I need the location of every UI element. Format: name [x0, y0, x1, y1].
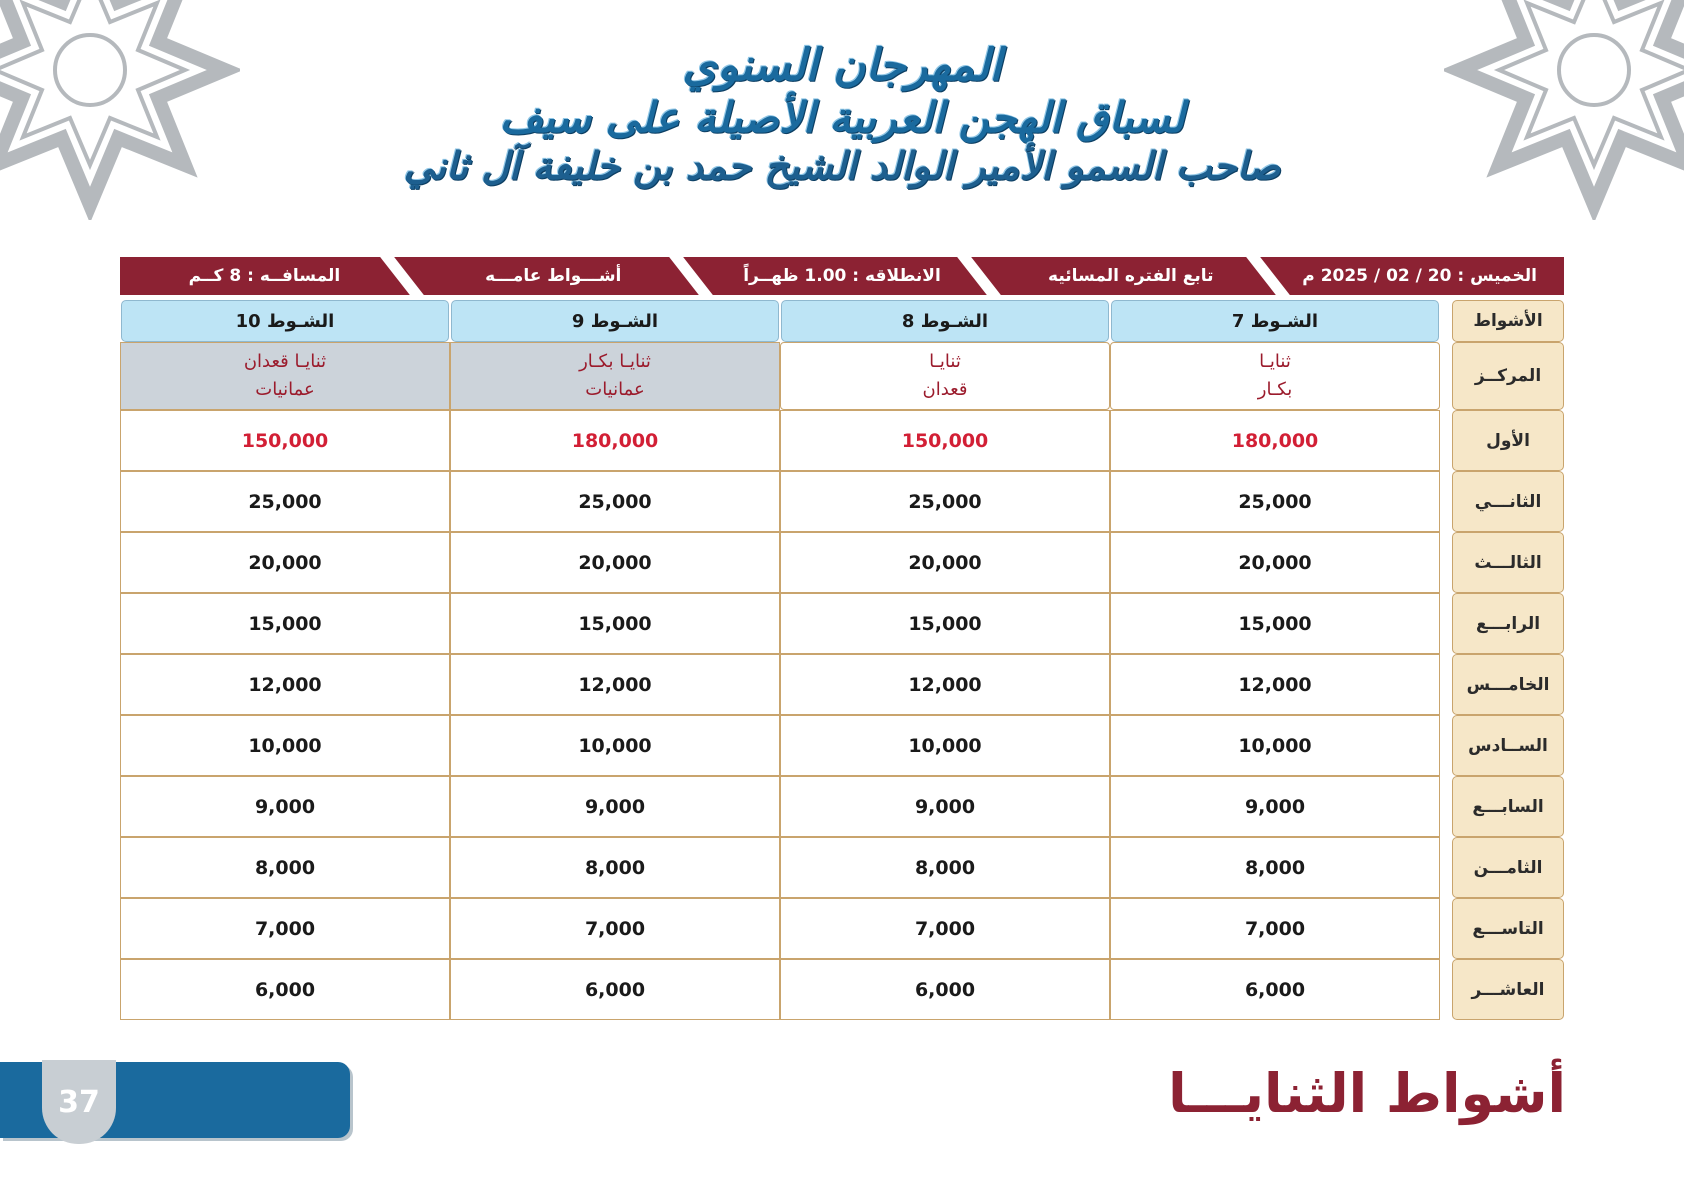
- center-cell: [780, 342, 1110, 410]
- race-info-bar: [120, 257, 1564, 295]
- prize-cell: 12,000: [120, 654, 450, 715]
- info-distance: المسافــه : 8 كــم: [188, 266, 341, 286]
- table-row: [120, 593, 1564, 654]
- center-cell: [120, 342, 450, 410]
- prize-cell: 8,000: [780, 837, 1110, 898]
- center-line-1: ثنايـا بكـار: [579, 351, 651, 373]
- prize-cell: 150,000: [780, 410, 1110, 471]
- center-line-2: عمانيات: [585, 379, 645, 400]
- place-label: التاســـع: [1452, 898, 1564, 959]
- prize-cell: 8,000: [450, 837, 780, 898]
- prize-cell: 9,000: [450, 776, 780, 837]
- prize-cell: 6,000: [1110, 959, 1440, 1020]
- title-line-1: المهرجان السنوي: [682, 40, 1002, 91]
- prize-cell: 10,000: [450, 715, 780, 776]
- table-row: [120, 898, 1564, 959]
- prize-table: [120, 300, 1564, 1020]
- prize-cell: 6,000: [780, 959, 1110, 1020]
- place-label: السابـــع: [1452, 776, 1564, 837]
- center-line-1: ثنايـا قعدان: [243, 351, 327, 373]
- info-date: الخميس : 20 / 02 / 2025 م: [1275, 257, 1564, 295]
- prize-cell: 7,000: [780, 898, 1110, 959]
- prize-cell: 12,000: [1110, 654, 1440, 715]
- table-header-row: [120, 300, 1564, 342]
- prize-cell: 10,000: [780, 715, 1110, 776]
- prize-cell: 15,000: [450, 593, 780, 654]
- prize-cell: 12,000: [450, 654, 780, 715]
- festival-title: [0, 40, 1684, 189]
- center-line-2: بكـار: [1257, 379, 1293, 400]
- prize-cell: 20,000: [120, 532, 450, 593]
- page-number: 37: [42, 1060, 116, 1144]
- heat-header: الشـوط 10: [121, 300, 449, 342]
- title-line-3: صاحب السمو الأمير الوالد الشيخ حمد بن خليفة آل ثاني: [403, 143, 1281, 189]
- heat-header: الشـوط 8: [781, 300, 1109, 342]
- place-label: الأول: [1452, 410, 1564, 471]
- prize-cell: 10,000: [1110, 715, 1440, 776]
- table-row: [120, 959, 1564, 1020]
- prize-cell: 150,000: [120, 410, 450, 471]
- prize-cell: 7,000: [120, 898, 450, 959]
- prize-cell: 15,000: [780, 593, 1110, 654]
- info-heat-type: أشـــواط عامـــه: [409, 257, 698, 295]
- prize-cell: 25,000: [450, 471, 780, 532]
- heat-header: الشـوط 9: [451, 300, 779, 342]
- place-label: الثالـــث: [1452, 532, 1564, 593]
- center-line-2: عمانيات: [255, 379, 315, 400]
- table-row: [120, 532, 1564, 593]
- center-cell: [1110, 342, 1440, 410]
- table-row-center: [120, 342, 1564, 410]
- info-start-time: الانطلاقه : 1.00 ظهــراً: [698, 257, 987, 295]
- table-row: [120, 776, 1564, 837]
- center-line-1: ثنايـا: [929, 351, 961, 373]
- center-line-1: ثنايـا: [1259, 351, 1291, 373]
- table-row: [120, 654, 1564, 715]
- place-label: الخامـــس: [1452, 654, 1564, 715]
- page-section-title: أشواط الثنايـــا: [1168, 1062, 1566, 1125]
- prize-cell: 180,000: [450, 410, 780, 471]
- center-line-2: قعدان: [922, 379, 968, 400]
- prize-cell: 6,000: [120, 959, 450, 1020]
- prize-cell: 9,000: [1110, 776, 1440, 837]
- prize-cell: 25,000: [120, 471, 450, 532]
- table-row: [120, 715, 1564, 776]
- prize-cell: 25,000: [780, 471, 1110, 532]
- place-label: الثانـــي: [1452, 471, 1564, 532]
- prize-cell: 12,000: [780, 654, 1110, 715]
- prize-cell: 7,000: [1110, 898, 1440, 959]
- prize-cell: 7,000: [450, 898, 780, 959]
- prize-cell: 9,000: [120, 776, 450, 837]
- info-session: تابع الفتره المسائيه: [986, 257, 1275, 295]
- prize-cell: 8,000: [120, 837, 450, 898]
- prize-cell: 9,000: [780, 776, 1110, 837]
- row-label-heats: الأشواط: [1452, 300, 1564, 342]
- prize-cell: 20,000: [780, 532, 1110, 593]
- prize-cell: 25,000: [1110, 471, 1440, 532]
- prize-cell: 10,000: [120, 715, 450, 776]
- place-label: العاشـــر: [1452, 959, 1564, 1020]
- table-row: [120, 471, 1564, 532]
- prize-cell: 180,000: [1110, 410, 1440, 471]
- heat-header: الشـوط 7: [1111, 300, 1439, 342]
- table-row: [120, 837, 1564, 898]
- prize-cell: 20,000: [450, 532, 780, 593]
- prize-cell: 6,000: [450, 959, 780, 1020]
- row-label-center: المركــز: [1452, 342, 1564, 410]
- place-label: الثامـــن: [1452, 837, 1564, 898]
- place-label: الســادس: [1452, 715, 1564, 776]
- center-cell: [450, 342, 780, 410]
- prize-cell: 15,000: [1110, 593, 1440, 654]
- prize-cell: 8,000: [1110, 837, 1440, 898]
- table-row: [120, 410, 1564, 471]
- prize-cell: 20,000: [1110, 532, 1440, 593]
- title-line-2: لسباق الهجن العربية الأصيلة على سيف: [499, 92, 1185, 142]
- prize-cell: 15,000: [120, 593, 450, 654]
- place-label: الرابـــع: [1452, 593, 1564, 654]
